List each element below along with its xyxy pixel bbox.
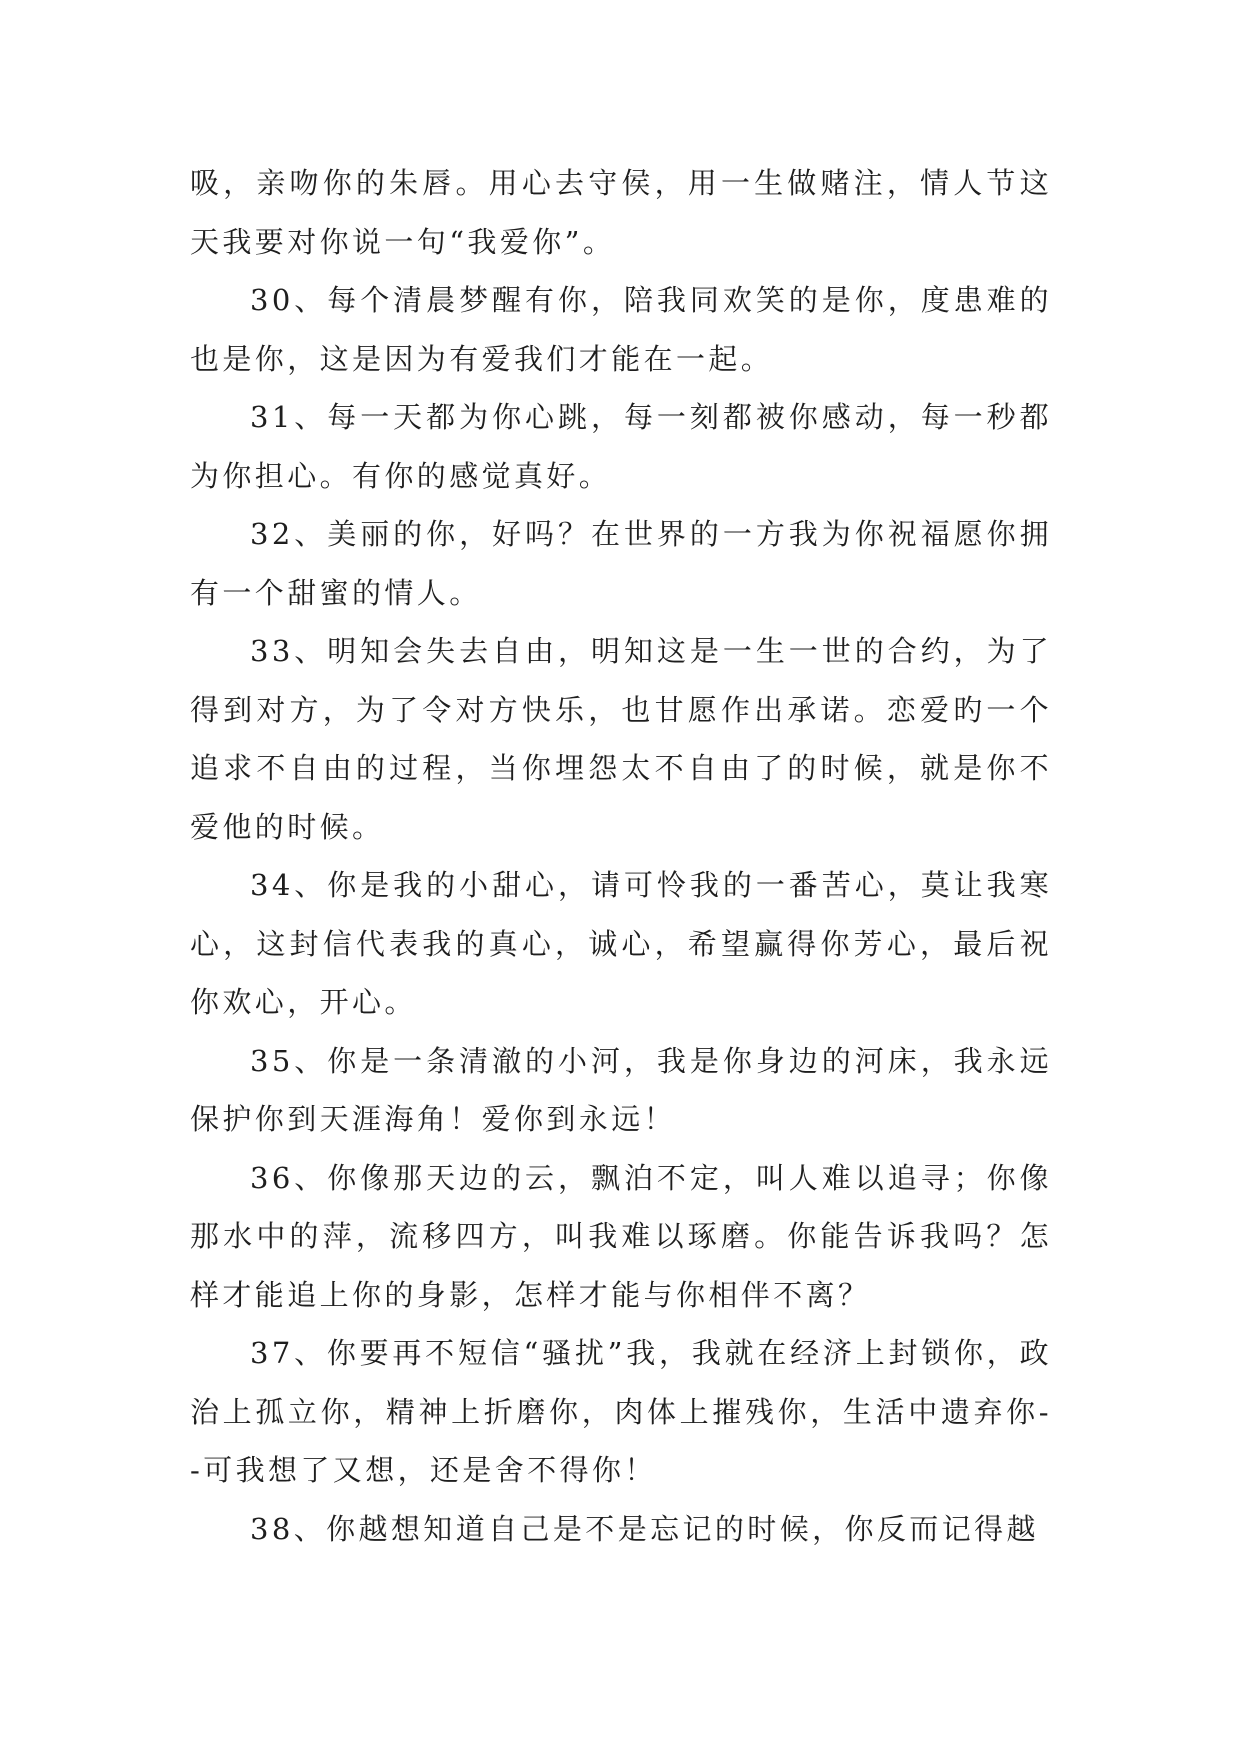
- paragraph-33: 33、明知会失去自由，明知这是一生一世的合约，为了得到对方，为了令对方快乐，也甘愿作出承诺。恋爱旳一个追求不自由的过程，当你埋怨太不自由了的时候，就是你不爱他的时候。: [190, 634, 1052, 844]
- paragraph-continuation: 吸，亲吻你的朱唇。用心去守侯，用一生做赌注，情人节这天我要对你说一句“我爱你”。: [190, 166, 1052, 259]
- paragraph-34: 34、你是我的小甜心，请可怜我的一番苦心，莫让我寒心，这封信代表我的真心，诚心，希望赢得你芳心，最后祝你欢心，开心。: [190, 868, 1052, 1019]
- paragraph-35: 35、你是一条清澈的小河，我是你身边的河床，我永远保护你到天涯海角！爱你到永远！: [190, 1043, 1052, 1136]
- paragraph-36: 36、你像那天边的云，飘泊不定，叫人难以追寻；你像那水中的萍，流移四方，叫我难以琢磨。你能告诉我吗？怎样才能追上你的身影，怎样才能与你相伴不离？: [190, 1160, 1052, 1312]
- paragraph-38: 38、你越想知道自己是不是忘记的时候，你反而记得越: [250, 1511, 1039, 1546]
- paragraph-32: 32、美丽的你，好吗？在世界的一方我为你祝福愿你拥有一个甜蜜的情人。: [190, 517, 1052, 610]
- paragraph-37: 37、你要再不短信“骚扰”我，我就在经济上封锁你，政治上孤立你，精神上折磨你，肉体上摧残你，生活中遗弃你--可我想了又想，还是舍不得你！: [190, 1336, 1052, 1487]
- paragraph-31: 31、每一天都为你心跳，每一刻都被你感动，每一秒都为你担心。有你的感觉真好。: [190, 400, 1052, 493]
- document-page: [190, 154, 1052, 1558]
- paragraph-30: 30、每个清晨梦醒有你，陪我同欢笑的是你，度患难的也是你，这是因为有爱我们才能在一起。: [190, 283, 1052, 376]
